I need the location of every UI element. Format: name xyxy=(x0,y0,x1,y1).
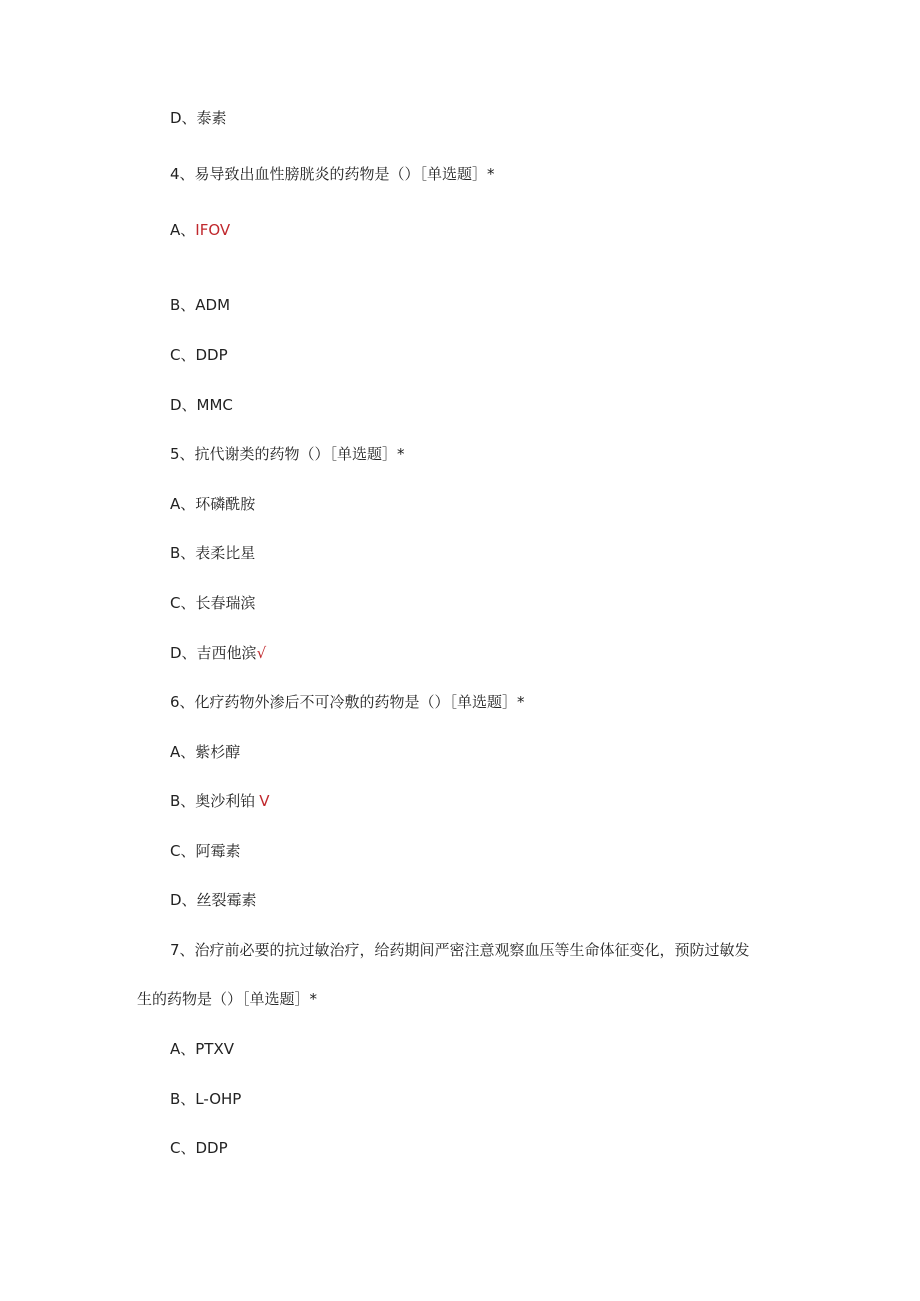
option-d-q4 xyxy=(170,395,233,415)
option-text: D、丝裂霉素 xyxy=(170,891,257,909)
option-c-q7 xyxy=(170,1138,228,1158)
option-c-q5 xyxy=(170,593,255,613)
answer-mark: V xyxy=(259,792,270,810)
option-a-q4 xyxy=(170,220,230,240)
question-6 xyxy=(170,692,525,712)
question-text: 4、易导致出血性膀胱炎的药物是（）［单选题］* xyxy=(170,165,495,183)
option-text: B、奥沙利铂 xyxy=(170,792,256,810)
option-d-q5 xyxy=(170,643,266,663)
option-text: B、表柔比星 xyxy=(170,544,256,562)
option-d-q6 xyxy=(170,890,257,910)
question-5 xyxy=(170,444,405,464)
option-text: C、长春瑞滨 xyxy=(170,594,256,612)
option-text: A、 xyxy=(170,221,196,239)
option-d-q3 xyxy=(170,108,227,128)
option-text: C、DDP xyxy=(170,346,228,364)
option-a-q6 xyxy=(170,742,240,762)
question-text: 5、抗代谢类的药物（）［单选题］* xyxy=(170,445,405,463)
option-text: C、阿霉素 xyxy=(170,842,241,860)
question-text: 生的药物是（）［单选题］* xyxy=(137,990,318,1008)
option-text: D、MMC xyxy=(170,396,233,414)
option-text: B、L-OHP xyxy=(170,1090,242,1108)
option-text: D、吉西他滨 xyxy=(170,644,257,662)
question-4 xyxy=(170,164,495,184)
option-text: A、PTXV xyxy=(170,1040,235,1058)
option-c-q4 xyxy=(170,345,228,365)
question-text: 6、化疗药物外渗后不可冷敷的药物是（）［单选题］* xyxy=(170,693,525,711)
option-a-q5 xyxy=(170,494,255,514)
option-text: C、DDP xyxy=(170,1139,228,1157)
option-text: A、环磷酰胺 xyxy=(170,495,256,513)
answer-mark: IFOV xyxy=(195,221,231,239)
question-7-line-2 xyxy=(137,989,317,1009)
question-text: 7、治疗前必要的抗过敏治疗，给药期间严密注意观察血压等生命体征变化，预防过敏发 xyxy=(170,941,750,959)
option-b-q7 xyxy=(170,1089,241,1109)
option-a-q7 xyxy=(170,1039,234,1059)
option-text: D、泰素 xyxy=(170,109,227,127)
answer-mark: √ xyxy=(256,644,267,662)
question-7-line-1 xyxy=(170,940,750,960)
option-b-q5 xyxy=(170,543,255,563)
option-b-q6 xyxy=(170,791,270,811)
option-text: A、紫杉醇 xyxy=(170,743,241,761)
option-text: B、ADM xyxy=(170,296,231,314)
option-b-q4 xyxy=(170,295,230,315)
option-c-q6 xyxy=(170,841,240,861)
